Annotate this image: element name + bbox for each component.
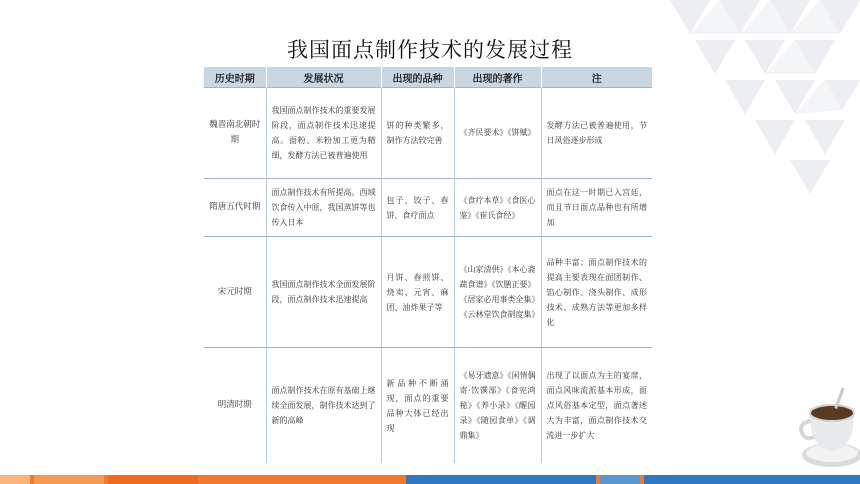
header-works: 出现的著作 xyxy=(454,67,541,88)
cell-period: 宋元时期 xyxy=(204,237,266,348)
page-title: 我国面点制作技术的发展过程 xyxy=(287,38,573,62)
bottom-color-bar xyxy=(0,475,860,484)
coffee-cup-icon xyxy=(794,383,860,475)
cell-varieties: 月饼、春煎饼、烧卖、元宵、麻团、油炸果子等 xyxy=(381,237,454,348)
table-row xyxy=(204,237,652,348)
triangle-pattern-decoration xyxy=(630,0,860,200)
cell-works: 《齐民要术》《饼赋》 xyxy=(454,88,541,179)
cell-status: 面点制作技术在原有基础上继续全面发展，制作技术达到了新的高峰 xyxy=(266,348,381,463)
header-period: 历史时期 xyxy=(204,67,266,88)
cell-period: 隋唐五代时期 xyxy=(204,178,266,237)
cell-notes: 发酵方法已被普遍使用，节日风俗逐步形成 xyxy=(541,88,652,179)
cell-notes: 出现了以面点为主的宴席，面点风味流派基本形成，面点风俗基本定型，面点著述大为丰富，面点制作技术交流进一步扩大 xyxy=(541,348,652,463)
cell-status: 我国面点制作技术的重要发展阶段，面点制作技术迅速提高。面粉、米粉加工更为精细，发酵方法已被普遍使用 xyxy=(266,88,381,179)
cell-status: 我国面点制作技术全面发展阶段，面点制作技术迅速提高 xyxy=(266,237,381,348)
cell-period: 明清时期 xyxy=(204,348,266,463)
cell-notes: 面点在这一时期已入宫廷，而且节日面点品种也有所增加 xyxy=(541,178,652,237)
cell-works: 《山家清供》《本心斋蔬食谱》《饮膳正要》《居家必用事类全集》《云林堂饮食制度集》 xyxy=(454,237,541,348)
cell-varieties: 包子、饺子、春饼、食疗面点 xyxy=(381,178,454,237)
cell-varieties: 饼的种类繁多，制作方法较完善 xyxy=(381,88,454,179)
table-header-row xyxy=(204,67,652,88)
header-varieties: 出现的品种 xyxy=(381,67,454,88)
cell-status: 面点制作技术有所提高。西域饮食传入中原，我国蒸饼等也传入日本 xyxy=(266,178,381,237)
cell-period: 魏晋南北朝时期 xyxy=(204,88,266,179)
cell-works: 《食疗本草》《食医心鉴》《崔氏食经》 xyxy=(454,178,541,237)
history-table xyxy=(204,67,652,463)
header-notes: 注 xyxy=(541,67,652,88)
header-status: 发展状况 xyxy=(266,67,381,88)
table-row xyxy=(204,348,652,463)
table-row xyxy=(204,178,652,237)
cell-varieties: 新品种不断涌现，面点的重要品种大体已经出现 xyxy=(381,348,454,463)
cell-notes: 品种丰富；面点制作技术的提高主要表现在面团制作、馅心制作、浇头制作、成形技术、成熟方法等更加多样化 xyxy=(541,237,652,348)
cell-works: 《易牙遗意》《闲情偶寄·饮馔部》《食宪鸿秘》《养小录》《醒园录》《随园食单》《调鼎集》 xyxy=(454,348,541,463)
table-row xyxy=(204,88,652,179)
